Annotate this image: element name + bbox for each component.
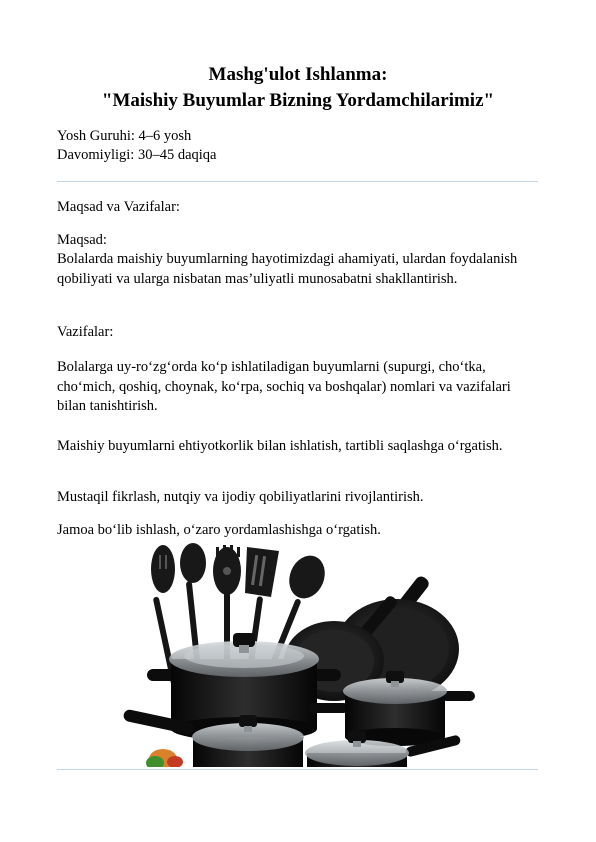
divider-top <box>57 181 538 182</box>
document-title <box>0 62 596 114</box>
section-heading: Maqsad va Vazifalar: <box>57 199 180 215</box>
task-item: Maishiy buyumlarni ehtiyotkorlik bilan ishlatish, tartibli saqlashga o‘rgatish. <box>57 438 503 454</box>
lesson-meta <box>57 127 216 165</box>
cookware-illustration <box>119 541 477 767</box>
task-item: Bolalarga uy-ro‘zg‘orda ko‘p ishlatiladigan buyumlarni (supurgi, cho‘tka, cho‘mich, qoshiq, choynak, ko‘rpa, sochiq va boshqalar) nomlari va vazifalari bilan tanishtirish. <box>57 359 511 414</box>
task-item: Jamoa bo‘lib ishlash, o‘zaro yordamlashishga o‘rgatish. <box>57 522 381 538</box>
task-item: Mustaqil fikrlash, nutqiy va ijodiy qobiliyatlarini rivojlantirish. <box>57 489 424 505</box>
vegetables-icon <box>146 749 183 767</box>
goal-label: Maqsad: <box>57 232 107 248</box>
title-line-1: Mashg'ulot Ishlanma: <box>208 64 388 85</box>
goal-text: Bolalarda maishiy buyumlarning hayotimizdagi ahamiyati, ulardan foydalanish qobiliyati va ularga nisbatan mas’uliyatli munosabatni shakllantirish. <box>57 251 518 287</box>
duration: Davomiyligi: 30–45 daqiqa <box>57 147 217 163</box>
cookware-image <box>119 541 477 767</box>
title-line-2: "Maishiy Buyumlar Bizning Yordamchilarimiz" <box>101 90 495 111</box>
age-group: Yosh Guruhi: 4–6 yosh <box>57 128 192 144</box>
tasks-label: Vazifalar: <box>57 324 114 340</box>
divider-bottom <box>57 769 538 770</box>
